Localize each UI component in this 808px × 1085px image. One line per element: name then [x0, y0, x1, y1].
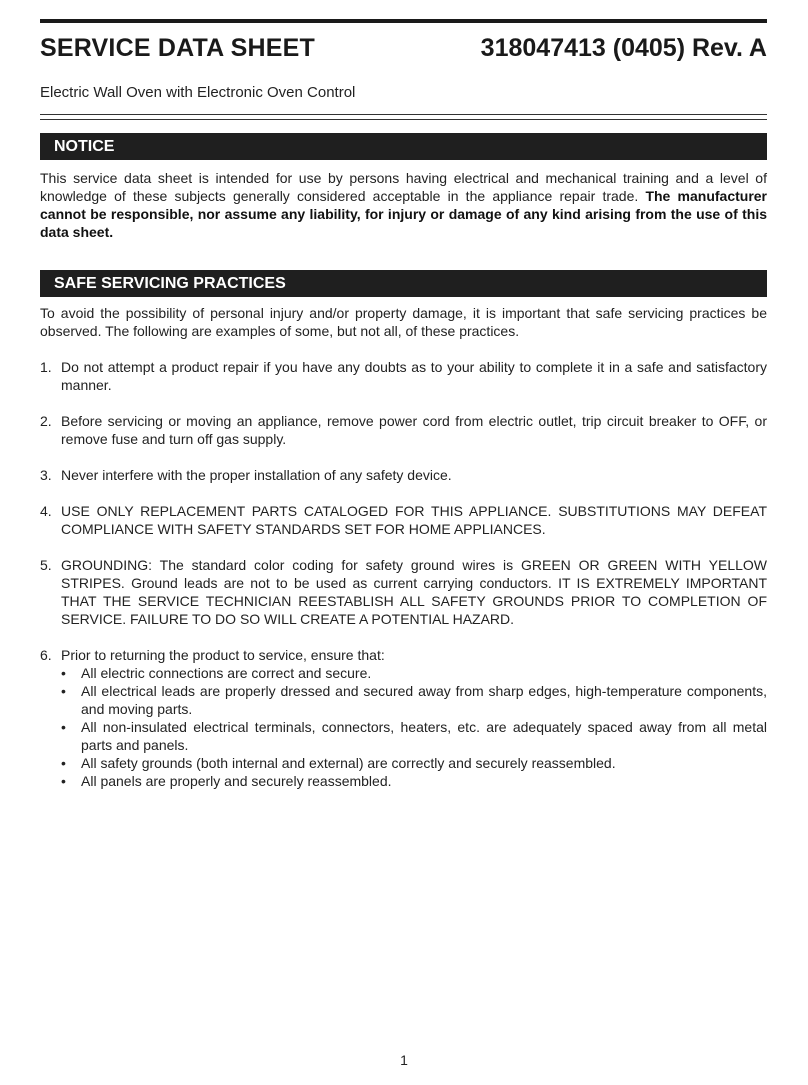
safe-servicing-intro: To avoid the possibility of personal injury and/or property damage, it is important that safe servicing practices be observed. The following are examples of some, but not all, of these practices.: [40, 305, 767, 339]
item-text: Before servicing or moving an appliance, remove power cord from electric outlet, trip circuit breaker to OFF, or remove fuse and turn off gas supply.: [61, 413, 767, 447]
notice-text: [40, 169, 767, 241]
checklist: [61, 664, 767, 790]
page-number: 1: [400, 1052, 408, 1068]
list-item: [40, 466, 767, 484]
item-text: Prior to returning the product to service, ensure that:: [61, 647, 385, 663]
item-text: Do not attempt a product repair if you have any doubts as to your ability to complete it in a safe and satisfactory manner.: [61, 359, 767, 393]
document-number: 318047413 (0405) Rev. A: [480, 34, 767, 62]
document-subtitle: Electric Wall Oven with Electronic Oven Control: [40, 84, 356, 101]
list-item: [40, 412, 767, 448]
checklist-item: • All non-insulated electrical terminals, connectors, heaters, etc. are adequately spaced away from all metal parts and panels.: [61, 718, 767, 754]
list-item: [40, 556, 767, 628]
divider: [40, 119, 767, 120]
item-text: GROUNDING: The standard color coding for safety ground wires is GREEN OR GREEN WITH YELLOW STRIPES. Ground leads are not to be used as current carrying conductors. IT IS EXTREMELY IMPORTANT THAT THE SERVICE TECHNICIAN REESTABLISH ALL SAFETY GROUNDS PRIOR TO COMPLETION OF SERVICE. FAILURE TO DO SO WILL CREATE A POTENTIAL HAZARD.: [61, 557, 767, 627]
item-text: USE ONLY REPLACEMENT PARTS CATALOGED FOR THIS APPLIANCE. SUBSTITUTIONS MAY DEFEAT COMPLIANCE WITH SAFETY STANDARDS SET FOR HOME APPLIANCES.: [61, 503, 767, 537]
notice-body: This service data sheet is intended for use by persons having electrical and mechanical training and a level of knowledge of these subjects generally considered acceptable in the appliance repair trade.: [40, 170, 767, 204]
page-title: SERVICE DATA SHEET: [40, 34, 315, 62]
header: [40, 34, 767, 74]
list-item: [40, 358, 767, 394]
item-number: 4.: [40, 503, 52, 519]
checklist-item: • All electric connections are correct and secure.: [61, 664, 767, 682]
item-number: 6.: [40, 647, 52, 663]
notice-liability: The manufacturer cannot be responsible, nor assume any liability, for injury or damage of any kind arising from the use of this data sheet.: [40, 188, 768, 240]
safe-servicing-heading: SAFE SERVICING PRACTICES: [40, 270, 767, 297]
list-item: [40, 502, 767, 538]
item-text: Never interfere with the proper installation of any safety device.: [61, 467, 452, 483]
item-number: 3.: [40, 467, 52, 483]
checklist-item: • All panels are properly and securely reassembled.: [61, 772, 767, 790]
checklist-item: • All safety grounds (both internal and external) are correctly and securely reassembled.: [61, 754, 767, 772]
item-number: 5.: [40, 557, 52, 573]
list-item: [40, 646, 767, 790]
checklist-item: • All electrical leads are properly dressed and secured away from sharp edges, high-temperature components, and moving parts.: [61, 682, 767, 718]
item-number: 2.: [40, 413, 52, 429]
divider: [40, 114, 767, 115]
notice-heading: NOTICE: [40, 133, 767, 160]
top-rule: [40, 19, 767, 23]
item-number: 1.: [40, 359, 52, 375]
safe-servicing-list: [40, 358, 767, 808]
